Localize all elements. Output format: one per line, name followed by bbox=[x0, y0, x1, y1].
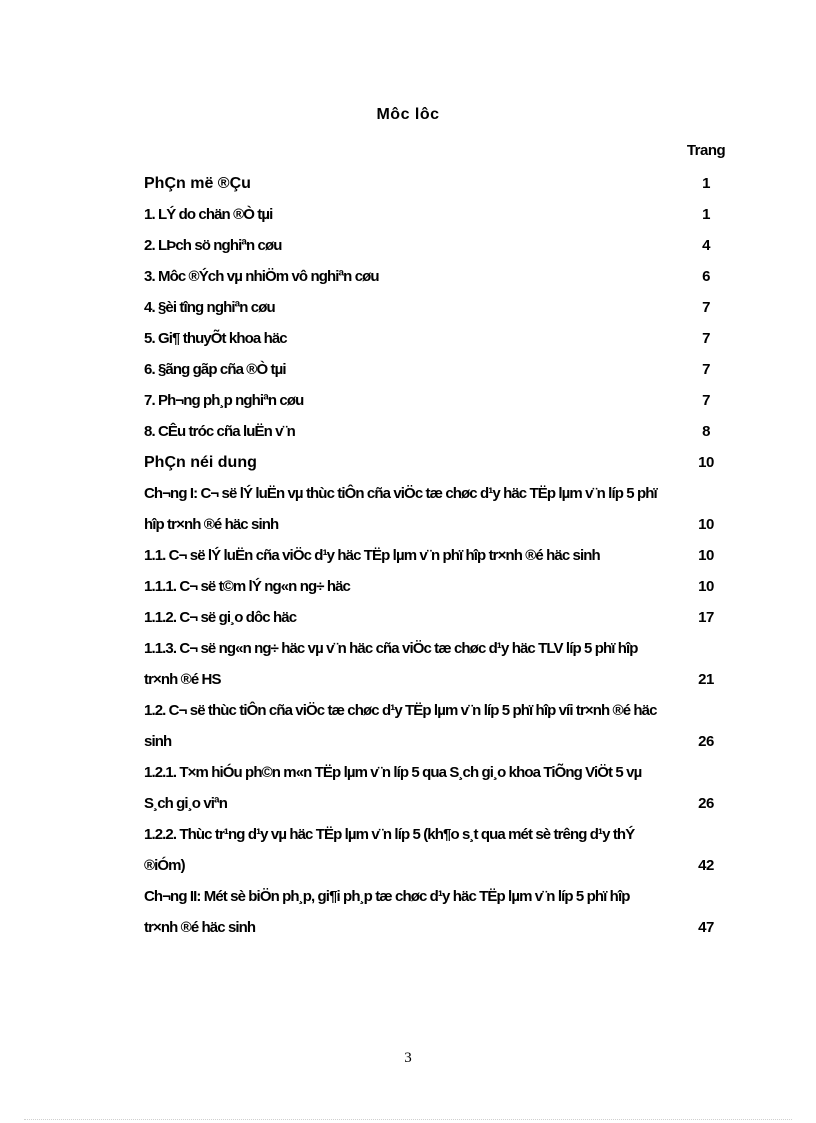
toc-entry-page: 1 bbox=[702, 175, 710, 192]
toc-entry-page: 26 bbox=[698, 795, 714, 812]
toc-entry-title: 1.1. C¬ së lÝ luËn cña viÖc d¹y häc TËp lµm v¨n phï hîp tr×nh ®é häc sinh bbox=[144, 547, 600, 564]
toc-title: Môc lôc bbox=[376, 106, 440, 123]
toc-entry-title: 8. CÊu tróc cña luËn v¨n bbox=[144, 423, 295, 440]
page-column-header: Trang bbox=[686, 142, 726, 159]
toc-entry bbox=[144, 695, 746, 757]
toc-entry bbox=[144, 478, 746, 540]
toc-entry-title: 1. LÝ do chän ®Ò tµi bbox=[144, 206, 273, 223]
toc-entry-page: 42 bbox=[698, 857, 714, 874]
toc-entry-page: 7 bbox=[702, 392, 710, 409]
toc-entry bbox=[144, 602, 746, 633]
toc-entry-title: Ch¬ng I: C¬ së lÝ luËn vµ thùc tiÔn cña viÖc tæ chøc d¹y häc TËp lµm v¨n líp 5 phï hîp tr×nh ®é häc sinh bbox=[144, 485, 657, 533]
toc-entry-page: 21 bbox=[698, 671, 714, 688]
page-bottom-divider bbox=[24, 1119, 792, 1120]
toc-entry bbox=[144, 540, 746, 571]
toc-entry bbox=[144, 819, 746, 881]
toc-entry bbox=[144, 230, 746, 261]
toc-entry bbox=[144, 261, 746, 292]
toc-entry-page: 7 bbox=[702, 361, 710, 378]
toc-entry bbox=[144, 168, 746, 199]
toc-entry-page: 7 bbox=[702, 330, 710, 347]
toc-entry bbox=[144, 354, 746, 385]
toc-entry-page: 47 bbox=[698, 919, 714, 936]
toc-entry-title: 1.2.1. T×m hiÓu ph©n m«n TËp lµm v¨n líp 5 qua S¸ch gi¸o khoa TiÕng ViÖt 5 vµ S¸ch gi¸o viªn bbox=[144, 764, 642, 812]
toc-entry-title: 4. §èi tîng nghiªn cøu bbox=[144, 299, 275, 316]
toc-entry-page: 10 bbox=[698, 578, 714, 595]
toc-entry-page: 4 bbox=[702, 237, 710, 254]
toc-entry-title: Ch¬ng II: Mét sè biÖn ph¸p, gi¶i ph¸p tæ chøc d¹y häc TËp lµm v¨n líp 5 phï hîp tr×nh ®é häc sinh bbox=[144, 888, 630, 936]
toc-entry-title: 1.1.3. C¬ së ng«n ng÷ häc vµ v¨n häc cña viÖc tæ chøc d¹y häc TLV líp 5 phï hîp tr×nh ®é HS bbox=[144, 640, 638, 688]
toc-entry bbox=[144, 757, 746, 819]
toc-entry-page: 26 bbox=[698, 733, 714, 750]
toc-entry-page: 10 bbox=[698, 516, 714, 533]
toc-entry bbox=[144, 881, 746, 943]
toc-entry-title: 1.1.2. C¬ së gi¸o dôc häc bbox=[144, 609, 297, 626]
toc-entry-page: 7 bbox=[702, 299, 710, 316]
toc-entry-title: 1.1.1. C¬ së t©m lÝ ng«n ng÷ häc bbox=[144, 578, 350, 595]
page-number: 3 bbox=[404, 1050, 412, 1066]
toc-entry bbox=[144, 633, 746, 695]
toc-entry-page: 10 bbox=[698, 547, 714, 564]
toc-entry bbox=[144, 447, 746, 478]
toc-part-heading: PhÇn néi dung bbox=[144, 454, 257, 471]
toc-entry-page: 6 bbox=[702, 268, 710, 285]
toc-entry bbox=[144, 199, 746, 230]
toc-entry bbox=[144, 571, 746, 602]
toc-list bbox=[144, 168, 746, 943]
toc-entry-title: 2. LÞch sö nghiªn cøu bbox=[144, 237, 282, 254]
toc-part-heading: PhÇn më ®Çu bbox=[144, 175, 251, 192]
toc-entry-title: 6. §ãng gãp cña ®Ò tµi bbox=[144, 361, 286, 378]
toc-entry bbox=[144, 323, 746, 354]
toc-entry-title: 1.2. C¬ së thùc tiÔn cña viÖc tæ chøc d¹y TËp lµm v¨n líp 5 phï hîp víi tr×nh ®é häc sinh bbox=[144, 702, 657, 750]
toc-entry-title: 5. Gi¶ thuyÕt khoa häc bbox=[144, 330, 287, 347]
toc-entry-page: 1 bbox=[702, 206, 710, 223]
toc-entry-title: 3. Môc ®Ých vµ nhiÖm vô nghiªn cøu bbox=[144, 268, 379, 285]
toc-entry bbox=[144, 416, 746, 447]
toc-entry-page: 17 bbox=[698, 609, 714, 626]
toc-entry-title: 7. Ph¬ng ph¸p nghiªn cøu bbox=[144, 392, 304, 409]
toc-entry-page: 10 bbox=[698, 454, 714, 471]
toc-entry bbox=[144, 385, 746, 416]
toc-entry-page: 8 bbox=[702, 423, 710, 440]
toc-entry-title: 1.2.2. Thùc tr¹ng d¹y vµ häc TËp lµm v¨n líp 5 (kh¶o s¸t qua mét sè trêng d¹y thÝ ®iÓm) bbox=[144, 826, 635, 874]
toc-entry bbox=[144, 292, 746, 323]
